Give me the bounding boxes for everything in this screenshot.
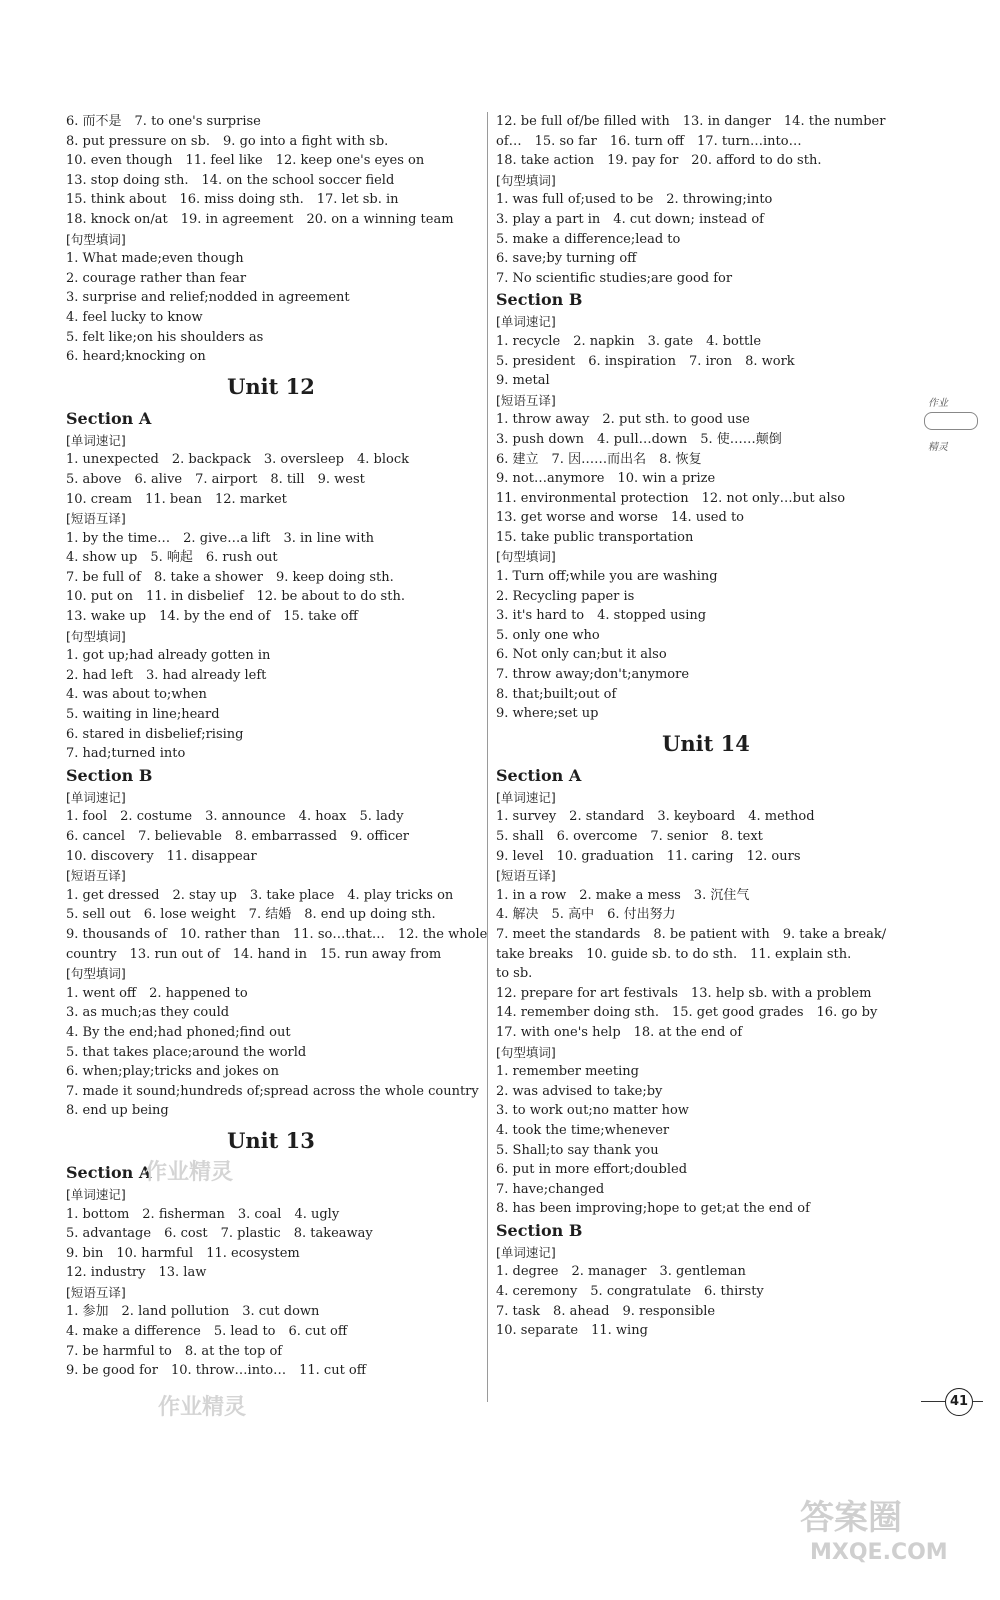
answer-line: 4. make a difference 5. lead to 6. cut off (66, 1324, 348, 1340)
answer-line: 7. had;turned into (66, 746, 186, 762)
subsection-label: [句型填词] (66, 628, 126, 644)
page-number-dash-right (973, 1401, 983, 1402)
answer-line: 1. Turn off;while you are washing (496, 569, 718, 585)
subsection-label: [单词速记] (496, 314, 556, 330)
unit-title: Unit 14 (662, 730, 750, 756)
answer-line: 1. degree 2. manager 3. gentleman (496, 1264, 746, 1280)
subsection-label: [单词速记] (66, 432, 126, 448)
answer-line: 3. as much;as they could (66, 1005, 230, 1021)
right-column (496, 112, 916, 1341)
answer-line: 4. 解决 5. 高中 6. 付出努力 (496, 907, 676, 923)
answer-line: 1. survey 2. standard 3. keyboard 4. method (496, 809, 815, 825)
side-badge-top: 作业 (928, 398, 948, 409)
answer-line: 6. heard;knocking on (66, 349, 206, 365)
answer-line: 10. discovery 11. disappear (66, 848, 257, 864)
answer-line: 5. president 6. inspiration 7. iron 8. work (496, 353, 795, 369)
subsection-label: [短语互译] (496, 392, 556, 408)
side-badge-bar (924, 412, 978, 430)
answer-line: 2. Recycling paper is (496, 588, 635, 604)
subsection-label: [句型填词] (496, 1044, 556, 1060)
answer-line: 9. bin 10. harmful 11. ecosystem (66, 1245, 300, 1261)
answer-line: 3. play a part in 4. cut down; instead of (496, 211, 764, 227)
column-divider (487, 112, 488, 1402)
subsection-label: [单词速记] (496, 1244, 556, 1260)
answer-line: of… 15. so far 16. turn off 17. turn…into… (496, 133, 802, 149)
answer-line: 7. made it sound;hundreds of;spread across the whole country (66, 1083, 479, 1099)
answer-line: 4. By the end;had phoned;find out (66, 1024, 291, 1040)
watermark: 作业精灵 (158, 1395, 247, 1420)
answer-line: 7. meet the standards 8. be patient with 9. take a break/ (496, 926, 887, 942)
answer-line: 3. push down 4. pull…down 5. 使……颠倒 (496, 431, 782, 447)
answer-line: 6. save;by turning off (496, 251, 637, 267)
answer-line: 1. fool 2. costume 3. announce 4. hoax 5. lady (66, 809, 404, 825)
answer-line: 7. have;changed (496, 1181, 605, 1197)
answer-line: 6. 建立 7. 因……而出名 8. 恢复 (496, 451, 702, 467)
answer-line: 5. make a difference;lead to (496, 231, 681, 247)
answer-line: 10. even though 11. feel like 12. keep one's eyes on (66, 153, 425, 169)
answer-line: 8. put pressure on sb. 9. go into a fight with sb. (66, 133, 389, 149)
answer-line: 13. get worse and worse 14. used to (496, 510, 745, 526)
answer-line: 8. end up being (66, 1103, 169, 1119)
answer-line: 3. surprise and relief;nodded in agreement (66, 290, 350, 306)
answer-line: 13. wake up 14. by the end of 15. take off (66, 609, 358, 625)
answer-line: 9. where;set up (496, 706, 599, 722)
answer-line: 4. show up 5. 响起 6. rush out (66, 550, 278, 566)
answer-line: 5. advantage 6. cost 7. plastic 8. takeaway (66, 1226, 373, 1242)
answer-line: 5. only one who (496, 627, 600, 643)
answer-line: 5. Shall;to say thank you (496, 1142, 659, 1158)
subsection-label: [句型填词] (66, 966, 126, 982)
answer-line: 4. was about to;when (66, 687, 207, 703)
answer-line: 1. by the time… 2. give…a lift 3. in line with (66, 530, 375, 546)
section-title: Section A (66, 408, 152, 428)
answer-line: 7. be harmful to 8. at the top of (66, 1343, 283, 1359)
answer-line: 11. environmental protection 12. not only…but also (496, 490, 846, 506)
answer-line: 1. remember meeting (496, 1064, 639, 1080)
answer-line: 9. not…anymore 10. win a prize (496, 471, 716, 487)
answer-line: 1. throw away 2. put sth. to good use (496, 412, 750, 428)
answer-line: take breaks 10. guide sb. to do sth. 11. explain sth. (496, 946, 852, 962)
watermark-url: MXQE.COM (810, 1540, 948, 1565)
answer-line: 9. level 10. graduation 11. caring 12. ours (496, 848, 801, 864)
section-title: Section A (66, 1162, 152, 1182)
answer-line: 5. waiting in line;heard (66, 707, 220, 723)
subsection-label: [短语互译] (66, 511, 126, 527)
side-badge (920, 390, 980, 460)
section-title: Section A (496, 765, 582, 785)
answer-line: 3. it's hard to 4. stopped using (496, 608, 707, 624)
answer-line: 4. ceremony 5. congratulate 6. thirsty (496, 1284, 764, 1300)
answer-line: 5. felt like;on his shoulders as (66, 329, 264, 345)
answer-line: 7. No scientific studies;are good for (496, 270, 733, 286)
answer-line: 6. stared in disbelief;rising (66, 726, 244, 742)
answer-line: 6. 而不是 7. to one's surprise (66, 114, 261, 129)
answer-line: 5. shall 6. overcome 7. senior 8. text (496, 829, 763, 844)
answer-line: 10. separate 11. wing (496, 1323, 648, 1339)
answer-line: 12. industry 13. law (66, 1265, 207, 1281)
answer-line: 1. What made;even though (66, 251, 244, 267)
side-badge-bottom: 精灵 (928, 442, 948, 453)
answer-line: 14. remember doing sth. 15. get good grades 16. go by (496, 1005, 878, 1021)
answer-line: 8. has been improving;hope to get;at the end of (496, 1201, 810, 1217)
answer-line: 1. bottom 2. fisherman 3. coal 4. ugly (66, 1206, 340, 1222)
answer-line: 6. Not only can;but it also (496, 647, 667, 663)
watermark-logo: 答案圈 (800, 1498, 902, 1538)
answer-line: 10. put on 11. in disbelief 12. be about to do sth. (66, 589, 405, 605)
answer-line: to sb. (496, 966, 533, 982)
subsection-label: [单词速记] (66, 1186, 126, 1202)
answer-line: 5. that takes place;around the world (66, 1044, 307, 1060)
answer-line: country 13. run out of 14. hand in 15. run away from (66, 946, 442, 962)
subsection-label: [句型填词] (66, 231, 126, 247)
answer-line: 13. stop doing sth. 14. on the school soccer field (66, 172, 395, 188)
page-number-circle: 41 (945, 1388, 973, 1416)
answer-line: 1. 参加 2. land pollution 3. cut down (66, 1304, 320, 1320)
answer-line: 1. in a row 2. make a mess 3. 沉住气 (496, 887, 750, 903)
answer-line: 2. had left 3. had already left (66, 667, 267, 683)
subsection-label: [句型填词] (496, 549, 556, 565)
answer-line: 7. throw away;don't;anymore (496, 667, 690, 683)
answer-line: 9. thousands of 10. rather than 11. so…that… 12. the whole (66, 926, 488, 942)
answer-line: 5. sell out 6. lose weight 7. 结婚 8. end up doing sth. (66, 907, 436, 923)
section-title: Section B (496, 290, 583, 310)
answer-line: 15. think about 16. miss doing sth. 17. let sb. in (66, 192, 399, 208)
answer-line: 5. above 6. alive 7. airport 8. till 9. west (66, 471, 365, 487)
answer-line: 7. task 8. ahead 9. responsible (496, 1303, 716, 1319)
answer-line: 1. got up;had already gotten in (66, 648, 271, 664)
answer-line: 2. courage rather than fear (66, 270, 247, 286)
subsection-label: [短语互译] (66, 868, 126, 884)
answer-line: 10. cream 11. bean 12. market (66, 491, 287, 507)
answer-line: 6. put in more effort;doubled (496, 1162, 688, 1178)
subsection-label: [短语互译] (66, 1284, 126, 1300)
answer-line: 12. be full of/be filled with 13. in danger 14. the number (496, 114, 886, 129)
answer-line: 9. metal (496, 373, 550, 389)
answer-line: 8. that;built;out of (496, 686, 617, 702)
answer-line: 7. be full of 8. take a shower 9. keep doing sth. (66, 569, 394, 585)
answer-line: 4. feel lucky to know (66, 309, 203, 325)
page-number-dash-left (921, 1401, 945, 1402)
answer-line: 6. when;play;tricks and jokes on (66, 1064, 280, 1080)
watermark: 作业精灵 (145, 1160, 234, 1185)
answer-line: 1. unexpected 2. backpack 3. oversleep 4. block (66, 452, 409, 468)
answer-line: 1. went off 2. happened to (66, 985, 248, 1001)
page-number (935, 1382, 975, 1422)
answer-line: 3. to work out;no matter how (496, 1103, 689, 1119)
answer-line: 1. recycle 2. napkin 3. gate 4. bottle (496, 333, 762, 349)
unit-title: Unit 13 (227, 1127, 315, 1153)
subsection-label: [单词速记] (66, 789, 126, 805)
answer-line: 18. take action 19. pay for 20. afford to do sth. (496, 153, 822, 169)
answer-line: 17. with one's help 18. at the end of (496, 1024, 743, 1040)
answer-line: 6. cancel 7. believable 8. embarrassed 9. officer (66, 829, 410, 844)
unit-title: Unit 12 (227, 373, 315, 399)
section-title: Section B (66, 765, 153, 785)
answer-line: 12. prepare for art festivals 13. help sb. with a problem (496, 985, 872, 1001)
answer-line: 1. was full of;used to be 2. throwing;into (496, 192, 773, 208)
subsection-label: [单词速记] (496, 789, 556, 805)
answer-line: 2. was advised to take;by (496, 1083, 663, 1099)
subsection-label: [句型填词] (496, 172, 556, 188)
subsection-label: [短语互译] (496, 868, 556, 884)
answer-line: 15. take public transportation (496, 529, 694, 545)
section-title: Section B (496, 1220, 583, 1240)
answer-line: 4. took the time;whenever (496, 1122, 670, 1138)
answer-line: 1. get dressed 2. stay up 3. take place 4. play tricks on (66, 887, 454, 903)
answer-line: 9. be good for 10. throw…into… 11. cut off (66, 1363, 366, 1379)
answer-line: 18. knock on/at 19. in agreement 20. on a winning team (66, 211, 454, 227)
left-column (66, 112, 488, 1381)
